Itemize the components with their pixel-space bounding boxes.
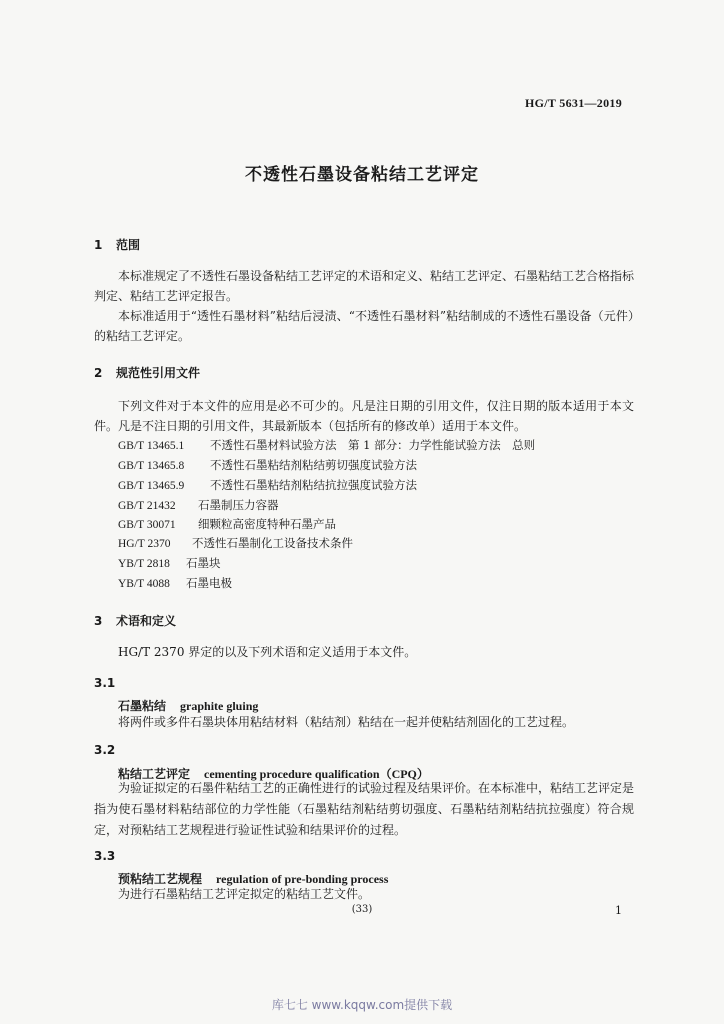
reference-item: [118, 535, 353, 551]
term-definition: 为验证拟定的石墨件粘结工艺的正确性进行的试验过程及结果评价。在本标准中，粘结工艺评定是指为使石墨材料粘结部位的力学性能（石墨粘结剂粘结剪切强度、石墨粘结剂粘结抗拉强度）符合规定，对预粘结工艺规程进行验证性试验和结果评价的过程。: [94, 781, 635, 837]
section-title: 范围: [116, 238, 141, 252]
reference-item: [118, 457, 417, 473]
section-number: 2: [94, 366, 103, 380]
reference-item: [118, 516, 336, 532]
standard-code: HG/T 5631—2019: [525, 96, 622, 110]
reference-title: 石墨制压力容器: [198, 498, 279, 512]
term-en: regulation of pre-bonding process: [216, 872, 389, 886]
reference-title: 细颗粒高密度特种石墨产品: [198, 517, 336, 531]
reference-item: [118, 497, 279, 513]
scope-paragraph-2: 本标准适用于“透性石墨材料”粘结后浸渍、“不透性石墨材料”粘结制成的不透性石墨设备（元件）的粘结工艺评定。: [94, 309, 634, 343]
term-zh: 预粘结工艺规程: [118, 872, 203, 886]
reference-item: [118, 437, 535, 453]
reference-title: 不透性石墨粘结剂粘结抗拉强度试验方法: [210, 478, 417, 492]
clause-number: 3.2: [94, 743, 116, 757]
reference-code: GB/T 13465.8: [118, 460, 185, 472]
reference-code: GB/T 13465.9: [118, 480, 185, 492]
term-zh: 石墨粘结: [118, 699, 167, 713]
section-title: 术语和定义: [116, 614, 177, 628]
download-footer[interactable]: 库七七 www.kqqw.com提供下载: [271, 998, 453, 1012]
reference-code: YB/T 4088: [118, 578, 170, 590]
reference-code: GB/T 21432: [118, 500, 176, 512]
reference-title: 不透性石墨材料试验方法 第 1 部分：力学性能试验方法 总则: [210, 438, 536, 452]
term-definition: 将两件或多件石墨块体用粘结材料（粘结剂）粘结在一起并使粘结剂固化的工艺过程。: [118, 715, 575, 729]
reference-code: HG/T 2370: [118, 538, 171, 550]
section-title: 规范性引用文件: [116, 366, 201, 380]
page-mark: (33): [351, 904, 373, 915]
reference-item: [118, 477, 417, 493]
reference-code: YB/T 2818: [118, 558, 170, 570]
document-title: 不透性石墨设备粘结工艺评定: [245, 165, 479, 185]
section-3-heading: [94, 612, 176, 629]
scope-paragraph-1: 本标准规定了不透性石墨设备粘结工艺评定的术语和定义、粘结工艺评定、石墨粘结工艺合格指标判定、粘结工艺评定报告。: [94, 269, 635, 303]
terms-intro: HG/T 2370 界定的以及下列术语和定义适用于本文件。: [118, 645, 417, 659]
reference-title: 石墨块: [186, 556, 221, 570]
page-number: 1: [615, 904, 622, 917]
normative-references-intro: 下列文件对于本文件的应用是必不可少的。凡是注日期的引用文件，仅注日期的版本适用于本文件。凡是不注日期的引用文件，其最新版本（包括所有的修改单）适用于本文件。: [94, 399, 634, 433]
section-1-heading: [94, 236, 140, 253]
term-en: graphite gluing: [180, 699, 259, 713]
term-en: cementing procedure qualification（CPQ）: [204, 767, 429, 781]
reference-item: [118, 575, 232, 591]
section-number: 3: [94, 614, 103, 628]
section-number: 1: [94, 238, 103, 252]
section-2-heading: [94, 364, 200, 381]
reference-title: 石墨电极: [186, 576, 232, 590]
reference-code: GB/T 13465.1: [118, 440, 185, 452]
term-definition: 为进行石墨粘结工艺评定拟定的粘结工艺文件。: [118, 887, 371, 901]
reference-title: 不透性石墨制化工设备技术条件: [192, 536, 353, 550]
reference-code: GB/T 30071: [118, 519, 176, 531]
clause-number: 3.1: [94, 676, 116, 690]
term-zh: 粘结工艺评定: [118, 767, 191, 781]
reference-title: 不透性石墨粘结剂粘结剪切强度试验方法: [210, 458, 417, 472]
reference-item: [118, 555, 221, 571]
clause-number: 3.3: [94, 849, 116, 863]
